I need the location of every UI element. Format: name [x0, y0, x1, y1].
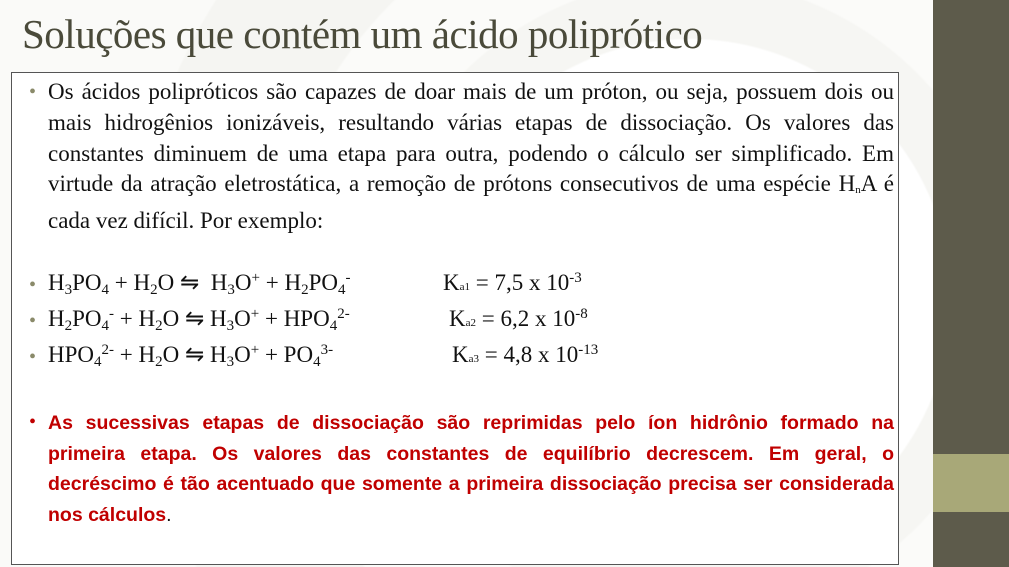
bullet-icon: • [29, 274, 37, 296]
equation-3: $HPO_4^{2-} + H_2O$ ⇋ $H_3O^+ + PO_4^{3-}$ [48, 342, 334, 370]
bullet-icon: • [29, 411, 37, 433]
equilibrium-constant-1: Ka1 = 7,5 x $10^{-3}$ [443, 270, 582, 295]
bullet-icon: • [29, 310, 37, 332]
slide-title: Soluções que contém um ácido poliprótico [22, 11, 703, 57]
bullet-icon: • [29, 81, 37, 103]
content-box [11, 72, 899, 565]
sidebar-accent [933, 454, 1009, 512]
equation-2: $H_2PO_4^- + H_2O$ ⇋ $H_3O^+ + HPO_4^{2-}$ [48, 306, 350, 334]
conclusion-paragraph: As sucessivas etapas de dissociação são reprimidas pelo íon hidrônio formado na primeira etapa. Os valores das constantes de equilíbrio decrescem. Em geral, o decréscimo é tão acentuado que somente a primeira dissociação precisa ser considerada nos cálculos. [48, 412, 894, 526]
equilibrium-constant-2: Ka2 = 6,2 x $10^{-8}$ [449, 306, 588, 331]
equilibrium-constant-3: Ka3 = 4,8 x $10^{-13}$ [452, 342, 599, 367]
bullet-icon: • [29, 346, 37, 368]
equation-1: $H_3PO_4 + H_2O$ ⇋ $H_3O^+ + H_2PO_4^-$ [48, 270, 351, 298]
intro-paragraph: Os ácidos polipróticos são capazes de doar mais de um próton, ou seja, possuem dois ou mais hidrogênios ionizáveis, resultando várias etapas de dissociação. Os valores das constantes diminuem de uma etapa para outra, podendo o cálculo ser simplificado. Em virtude da atração eletrostática, a remoção de prótons consecutivos de uma espécie HnA é cada vez difícil. Por exemplo: [48, 79, 894, 234]
